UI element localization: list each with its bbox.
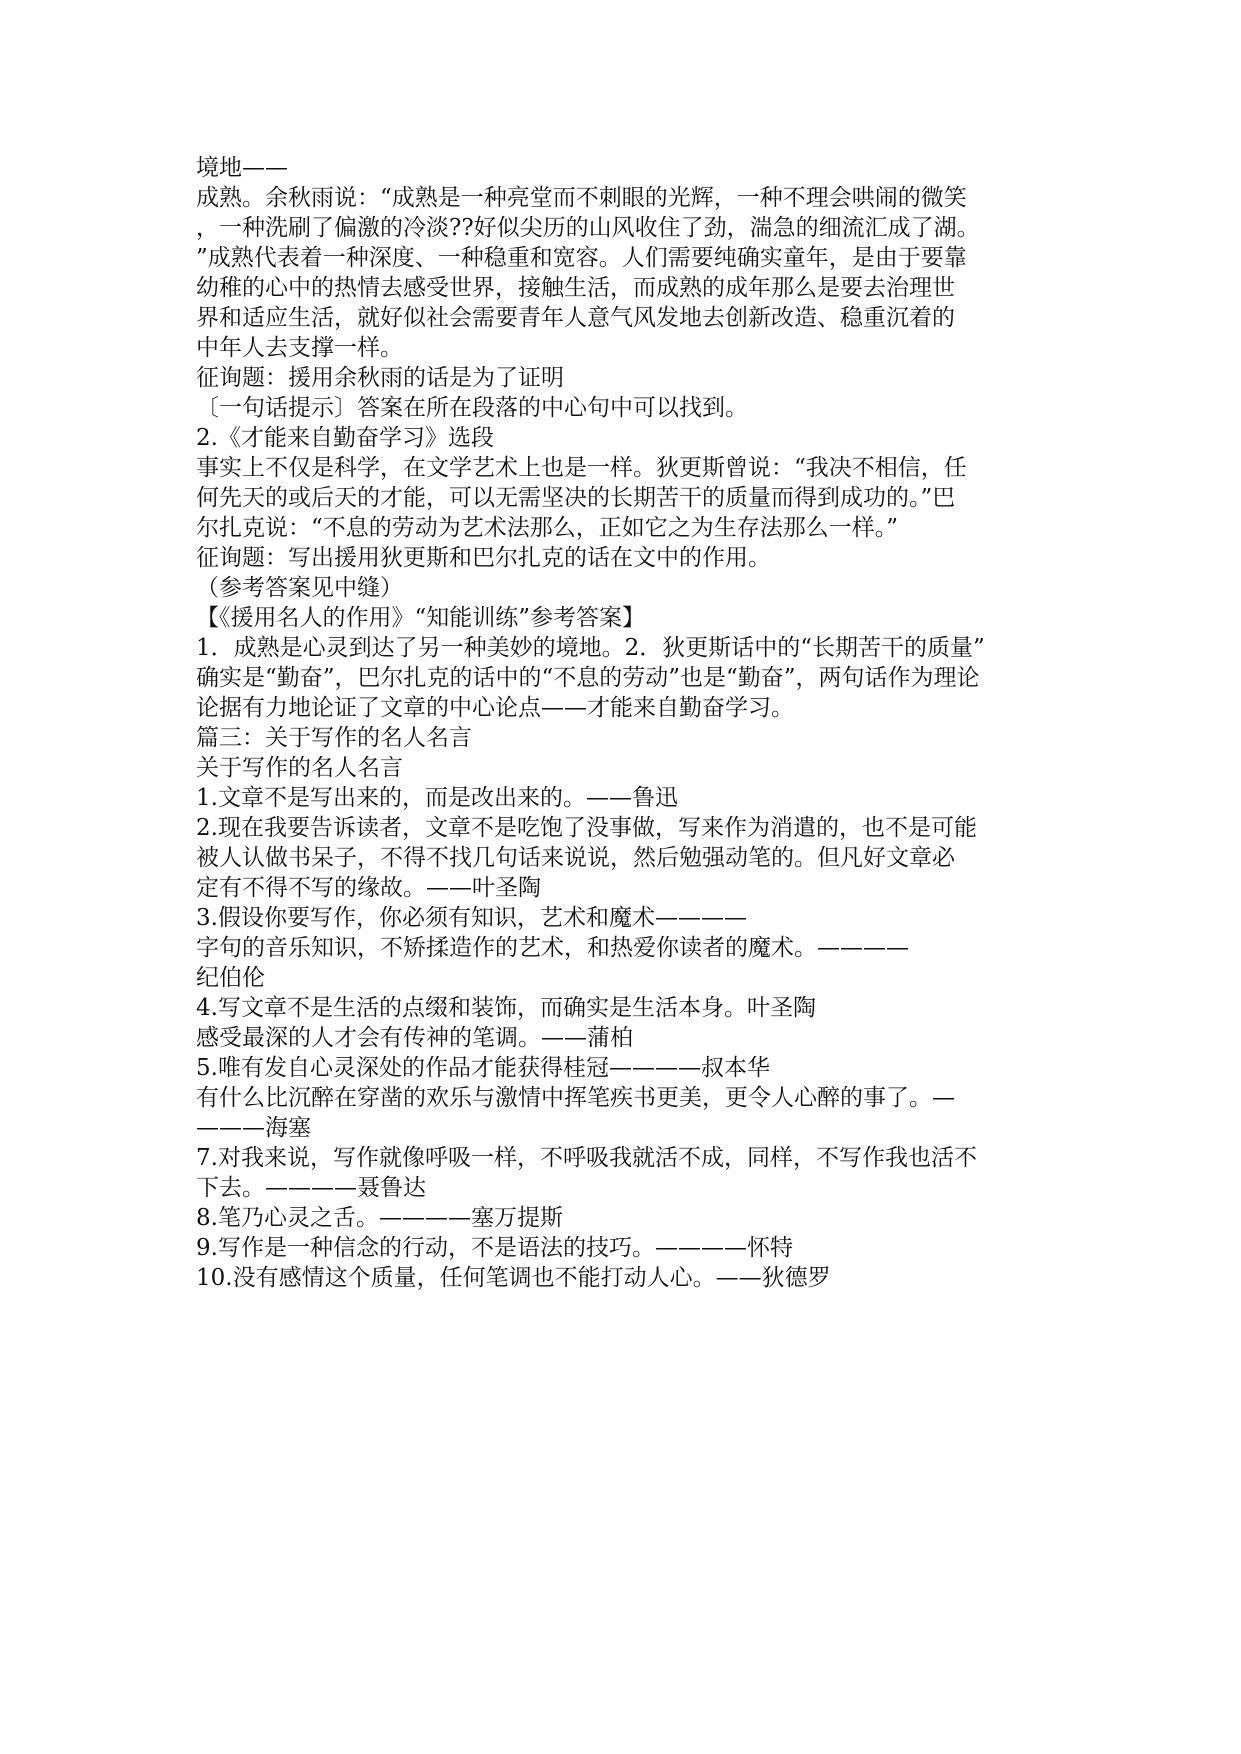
document-page	[196, 153, 1076, 1293]
quote-line: 2.现在我要告诉读者，文章不是吃饱了没事做，写来作为消遣的，也不是可能	[196, 815, 977, 841]
quote-line: 下去。————聂鲁达	[196, 1175, 426, 1201]
quote-line: 3.假设你要写作，你必须有知识，艺术和魔术————	[196, 905, 747, 931]
answer-heading: 【《援用名人的作用》“知能训练”参考答案】	[196, 605, 646, 631]
quote-line: 4.写文章不是生活的点缀和装饰，而确实是生活本身。叶圣陶	[196, 995, 816, 1021]
quote-line: 10.没有感情这个质量，任何笔调也不能打动人心。——狄德罗	[196, 1265, 831, 1291]
quote-line: 纪伯伦	[196, 965, 265, 991]
text-line: ”成熟代表着一种深度、一种稳重和宽容。人们需要纯确实童年，是由于要靠	[196, 245, 967, 271]
text-line: 幼稚的心中的热情去感受世界，接触生活，而成熟的成年那么是要去治理世	[196, 275, 955, 301]
text-line: 何先天的或后天的才能，可以无需坚决的长期苦干的质量而得到成功的。”巴	[196, 485, 956, 511]
text-line: 尔扎克说：“不息的劳动为艺术法那么，正如它之为生存法那么一样。”	[196, 515, 899, 541]
answer-line: 1．成熟是心灵到达了另一种美妙的境地。2．狄更斯话中的“长期苦干的质量”	[196, 635, 985, 661]
text-line: 境地——	[196, 155, 288, 181]
quote-line: 被人认做书呆子，不得不找几句话来说说，然后勉强动笔的。但凡好文章必	[196, 845, 955, 871]
answer-line: 论据有力地论证了文章的中心论点——才能来自勤奋学习。	[196, 695, 794, 721]
quote-line: 感受最深的人才会有传神的笔调。——蒲柏	[196, 1025, 633, 1051]
note-line: （参考答案见中缝）	[196, 575, 403, 601]
quote-line: ———海塞	[196, 1115, 311, 1141]
quote-line: 定有不得不写的缘故。——叶圣陶	[196, 875, 541, 901]
question-line: 征询题：援用余秋雨的话是为了证明	[196, 365, 564, 391]
section-heading: 2.《才能来自勤奋学习》选段	[196, 425, 494, 451]
quote-line: 字句的音乐知识，不矫揉造作的艺术，和热爱你读者的魔术。————	[196, 935, 909, 961]
text-line: 成熟。余秋雨说：“成熟是一种亮堂而不刺眼的光辉，一种不理会哄闹的微笑	[196, 185, 967, 211]
text-line: 中年人去支撑一样。	[196, 335, 403, 361]
hint-line: 〔一句话提示〕答案在所在段落的中心句中可以找到。	[196, 395, 748, 421]
quote-line: 8.笔乃心灵之舌。————塞万提斯	[196, 1205, 563, 1231]
quote-line: 9.写作是一种信念的行动，不是语法的技巧。————怀特	[196, 1235, 793, 1261]
quote-line: 7.对我来说，写作就像呼吸一样，不呼吸我就活不成，同样，不写作我也活不	[196, 1145, 977, 1171]
question-line: 征询题：写出援用狄更斯和巴尔扎克的话在文中的作用。	[196, 545, 771, 571]
text-line: 事实上不仅是科学，在文学艺术上也是一样。狄更斯曾说：“我决不相信，任	[196, 455, 967, 481]
text-line: ，一种洗刷了偏激的冷淡??好似尖历的山风收住了劲，湍急的细流汇成了湖。	[196, 215, 980, 241]
quote-line: 有什么比沉醉在穿凿的欢乐与激情中挥笔疾书更美，更令人心醉的事了。—	[196, 1085, 955, 1111]
part-heading: 篇三：关于写作的名人名言	[196, 725, 472, 751]
part-title: 关于写作的名人名言	[196, 755, 403, 781]
answer-line: 确实是“勤奋”，巴尔扎克的话中的“不息的劳动”也是“勤奋”，两句话作为理论	[196, 665, 980, 691]
quote-line: 5.唯有发自心灵深处的作品才能获得桂冠————叔本华	[196, 1055, 770, 1081]
quote-line: 1.文章不是写出来的，而是改出来的。——鲁迅	[196, 785, 678, 811]
text-line: 界和适应生活，就好似社会需要青年人意气风发地去创新改造、稳重沉着的	[196, 305, 955, 331]
